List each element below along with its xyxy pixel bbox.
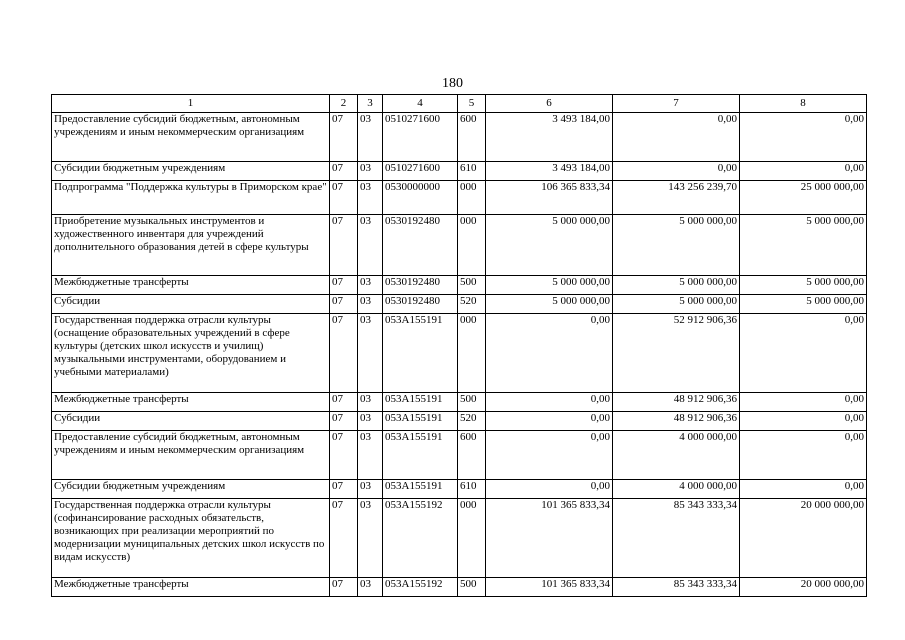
code-col4: 0510271600 <box>383 162 458 181</box>
amount-col8: 0,00 <box>740 431 867 480</box>
table-row <box>52 276 867 295</box>
table-row <box>52 162 867 181</box>
code-col2: 07 <box>330 393 358 412</box>
amount-col7: 5 000 000,00 <box>613 215 740 276</box>
amount-col8: 5 000 000,00 <box>740 295 867 314</box>
amount-col6: 101 365 833,34 <box>486 578 613 597</box>
code-col2: 07 <box>330 162 358 181</box>
column-header: 6 <box>486 95 613 113</box>
amount-col7: 5 000 000,00 <box>613 276 740 295</box>
code-col3: 03 <box>358 181 383 215</box>
code-col5: 520 <box>458 295 486 314</box>
row-name: Субсидии бюджетным учреждениям <box>52 162 330 181</box>
table-row <box>52 181 867 215</box>
code-col3: 03 <box>358 276 383 295</box>
code-col4: 053A155191 <box>383 412 458 431</box>
amount-col7: 4 000 000,00 <box>613 480 740 499</box>
page-number: 180 <box>442 76 463 91</box>
code-col3: 03 <box>358 578 383 597</box>
code-col4: 053A155191 <box>383 393 458 412</box>
budget-table <box>51 94 867 597</box>
amount-col6: 0,00 <box>486 314 613 393</box>
amount-col6: 0,00 <box>486 480 613 499</box>
code-col5: 600 <box>458 431 486 480</box>
table-row <box>52 295 867 314</box>
column-header: 4 <box>383 95 458 113</box>
code-col2: 07 <box>330 181 358 215</box>
code-col2: 07 <box>330 412 358 431</box>
code-col5: 500 <box>458 393 486 412</box>
amount-col8: 0,00 <box>740 480 867 499</box>
code-col2: 07 <box>330 314 358 393</box>
amount-col7: 52 912 906,36 <box>613 314 740 393</box>
code-col5: 520 <box>458 412 486 431</box>
row-name: Государственная поддержка отрасли культуры (софинансирование расходных обязательств, возникающих при реализации мероприятий по модернизации муниципальных детских школ искусств по видам искусств) <box>52 499 330 578</box>
row-name: Межбюджетные трансферты <box>52 578 330 597</box>
amount-col6: 101 365 833,34 <box>486 499 613 578</box>
row-name: Подпрограмма "Поддержка культуры в Приморском крае" <box>52 181 330 215</box>
code-col3: 03 <box>358 499 383 578</box>
amount-col7: 85 343 333,34 <box>613 578 740 597</box>
amount-col7: 5 000 000,00 <box>613 295 740 314</box>
amount-col6: 0,00 <box>486 412 613 431</box>
row-name: Субсидии <box>52 412 330 431</box>
code-col5: 000 <box>458 181 486 215</box>
amount-col8: 0,00 <box>740 113 867 162</box>
amount-col7: 48 912 906,36 <box>613 412 740 431</box>
amount-col8: 5 000 000,00 <box>740 215 867 276</box>
code-col4: 053A155191 <box>383 480 458 499</box>
code-col2: 07 <box>330 578 358 597</box>
amount-col8: 0,00 <box>740 412 867 431</box>
table-row <box>52 480 867 499</box>
amount-col7: 143 256 239,70 <box>613 181 740 215</box>
code-col2: 07 <box>330 113 358 162</box>
code-col2: 07 <box>330 295 358 314</box>
amount-col8: 0,00 <box>740 314 867 393</box>
code-col5: 600 <box>458 113 486 162</box>
row-name: Субсидии бюджетным учреждениям <box>52 480 330 499</box>
table-header-row <box>52 95 867 113</box>
amount-col6: 3 493 184,00 <box>486 162 613 181</box>
amount-col6: 5 000 000,00 <box>486 295 613 314</box>
row-name: Предоставление субсидий бюджетным, автономным учреждениям и иным некоммерческим организациям <box>52 431 330 480</box>
code-col4: 0530192480 <box>383 215 458 276</box>
row-name: Государственная поддержка отрасли культуры (оснащение образовательных учреждений в сфере культуры (детских школ искусств и училищ) музыкальными инструментами, оборудованием и учебными материалами) <box>52 314 330 393</box>
column-header: 3 <box>358 95 383 113</box>
row-name: Межбюджетные трансферты <box>52 276 330 295</box>
code-col3: 03 <box>358 215 383 276</box>
code-col3: 03 <box>358 295 383 314</box>
code-col4: 0510271600 <box>383 113 458 162</box>
amount-col7: 85 343 333,34 <box>613 499 740 578</box>
code-col5: 610 <box>458 480 486 499</box>
code-col4: 0530192480 <box>383 276 458 295</box>
code-col2: 07 <box>330 431 358 480</box>
row-name: Субсидии <box>52 295 330 314</box>
code-col3: 03 <box>358 314 383 393</box>
code-col4: 0530000000 <box>383 181 458 215</box>
amount-col8: 20 000 000,00 <box>740 578 867 597</box>
code-col5: 000 <box>458 499 486 578</box>
amount-col8: 0,00 <box>740 393 867 412</box>
code-col5: 500 <box>458 276 486 295</box>
code-col4: 053A155192 <box>383 499 458 578</box>
table-row <box>52 113 867 162</box>
amount-col6: 5 000 000,00 <box>486 276 613 295</box>
code-col3: 03 <box>358 480 383 499</box>
amount-col8: 25 000 000,00 <box>740 181 867 215</box>
amount-col7: 0,00 <box>613 162 740 181</box>
table-row <box>52 499 867 578</box>
code-col3: 03 <box>358 113 383 162</box>
code-col3: 03 <box>358 431 383 480</box>
amount-col6: 5 000 000,00 <box>486 215 613 276</box>
amount-col7: 48 912 906,36 <box>613 393 740 412</box>
table-row <box>52 578 867 597</box>
code-col5: 500 <box>458 578 486 597</box>
table-row <box>52 431 867 480</box>
amount-col8: 20 000 000,00 <box>740 499 867 578</box>
code-col5: 000 <box>458 215 486 276</box>
code-col5: 610 <box>458 162 486 181</box>
row-name: Предоставление субсидий бюджетным, автономным учреждениям и иным некоммерческим организациям <box>52 113 330 162</box>
column-header: 7 <box>613 95 740 113</box>
amount-col7: 0,00 <box>613 113 740 162</box>
column-header: 8 <box>740 95 867 113</box>
table-row <box>52 314 867 393</box>
code-col2: 07 <box>330 480 358 499</box>
column-header: 1 <box>52 95 330 113</box>
code-col2: 07 <box>330 499 358 578</box>
code-col4: 053A155191 <box>383 314 458 393</box>
code-col3: 03 <box>358 162 383 181</box>
code-col4: 053A155192 <box>383 578 458 597</box>
column-header: 2 <box>330 95 358 113</box>
amount-col6: 0,00 <box>486 431 613 480</box>
amount-col8: 5 000 000,00 <box>740 276 867 295</box>
code-col3: 03 <box>358 412 383 431</box>
amount-col7: 4 000 000,00 <box>613 431 740 480</box>
code-col2: 07 <box>330 276 358 295</box>
code-col4: 0530192480 <box>383 295 458 314</box>
amount-col6: 106 365 833,34 <box>486 181 613 215</box>
column-header: 5 <box>458 95 486 113</box>
code-col2: 07 <box>330 215 358 276</box>
table-row <box>52 215 867 276</box>
table-row <box>52 393 867 412</box>
amount-col8: 0,00 <box>740 162 867 181</box>
table-body <box>52 113 867 597</box>
table-row <box>52 412 867 431</box>
code-col3: 03 <box>358 393 383 412</box>
amount-col6: 0,00 <box>486 393 613 412</box>
row-name: Приобретение музыкальных инструментов и художественного инвентаря для учреждений дополнительного образования детей в сфере культуры <box>52 215 330 276</box>
amount-col6: 3 493 184,00 <box>486 113 613 162</box>
code-col4: 053A155191 <box>383 431 458 480</box>
row-name: Межбюджетные трансферты <box>52 393 330 412</box>
code-col5: 000 <box>458 314 486 393</box>
